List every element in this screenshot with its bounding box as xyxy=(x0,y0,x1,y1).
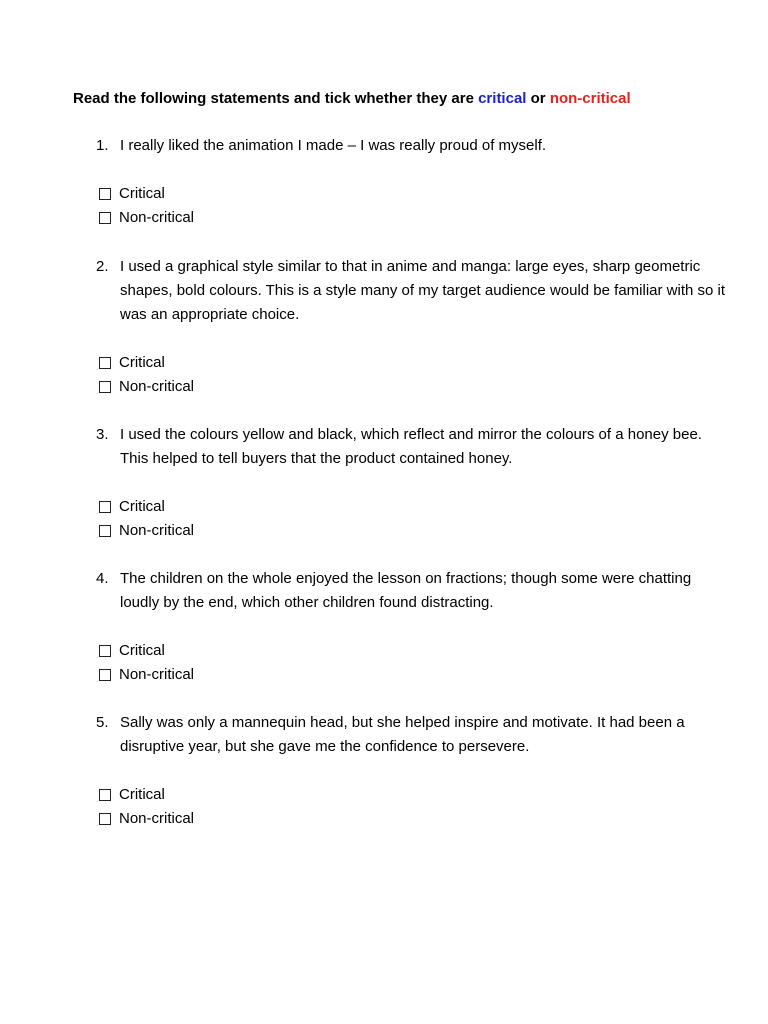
option-non-critical[interactable] xyxy=(96,807,726,831)
option-label: Critical xyxy=(119,354,165,371)
question-4 xyxy=(96,567,726,687)
question-number: 4. xyxy=(96,570,109,587)
heading-word-critical: critical xyxy=(478,90,527,107)
checkbox-icon[interactable] xyxy=(99,669,111,681)
question-5 xyxy=(96,711,726,831)
question-text: I used the colours yellow and black, which reflect and mirror the colours of a honey bee. This helped to tell buyers that the product contained honey. xyxy=(120,426,702,467)
question-statement xyxy=(96,711,726,759)
checkbox-icon[interactable] xyxy=(99,645,111,657)
checkbox-icon[interactable] xyxy=(99,813,111,825)
option-label: Critical xyxy=(119,786,165,803)
option-critical[interactable] xyxy=(96,351,726,375)
checkbox-icon[interactable] xyxy=(99,789,111,801)
option-non-critical[interactable] xyxy=(96,375,726,399)
option-label: Critical xyxy=(119,498,165,515)
option-label: Critical xyxy=(119,185,165,202)
heading-word-noncritical: non-critical xyxy=(549,90,631,107)
question-number: 1. xyxy=(96,137,109,154)
question-statement xyxy=(96,423,726,471)
answer-options xyxy=(96,182,726,230)
question-2 xyxy=(96,255,726,399)
option-label: Non-critical xyxy=(119,522,195,539)
option-critical[interactable] xyxy=(96,639,726,663)
question-text: The children on the whole enjoyed the lesson on fractions; though some were chatting loudly by the end, which other children found distracting. xyxy=(120,570,692,611)
question-1 xyxy=(96,134,726,230)
question-number: 3. xyxy=(96,426,109,443)
heading-prefix: Read the following statements and tick whether they are xyxy=(73,90,479,107)
option-non-critical[interactable] xyxy=(96,519,726,543)
checkbox-icon[interactable] xyxy=(99,357,111,369)
option-label: Non-critical xyxy=(119,209,195,226)
question-text: I really liked the animation I made – I was really proud of myself. xyxy=(120,137,547,154)
checkbox-icon[interactable] xyxy=(99,525,111,537)
answer-options xyxy=(96,351,726,399)
question-3 xyxy=(96,423,726,543)
checkbox-icon[interactable] xyxy=(99,501,111,513)
checkbox-icon[interactable] xyxy=(99,381,111,393)
question-statement xyxy=(96,255,726,327)
option-non-critical[interactable] xyxy=(96,206,726,230)
option-label: Non-critical xyxy=(119,666,195,683)
option-label: Non-critical xyxy=(119,810,195,827)
option-label: Critical xyxy=(119,642,165,659)
checkbox-icon[interactable] xyxy=(99,212,111,224)
question-text: I used a graphical style similar to that in anime and manga: large eyes, sharp geometric shapes, bold colours. This is a style many of my target audience would be familiar with so it was an appropriate choice. xyxy=(120,258,726,323)
question-text: Sally was only a mannequin head, but she helped inspire and motivate. It had been a disruptive year, but she gave me the confidence to persevere. xyxy=(120,714,685,755)
answer-options xyxy=(96,783,726,831)
question-number: 2. xyxy=(96,258,109,275)
instructions-heading xyxy=(73,87,713,111)
option-critical[interactable] xyxy=(96,495,726,519)
option-non-critical[interactable] xyxy=(96,663,726,687)
answer-options xyxy=(96,639,726,687)
answer-options xyxy=(96,495,726,543)
question-statement xyxy=(96,567,726,615)
question-statement xyxy=(96,134,726,158)
question-number: 5. xyxy=(96,714,109,731)
option-critical[interactable] xyxy=(96,783,726,807)
heading-middle: or xyxy=(526,90,550,107)
option-label: Non-critical xyxy=(119,378,195,395)
checkbox-icon[interactable] xyxy=(99,188,111,200)
option-critical[interactable] xyxy=(96,182,726,206)
